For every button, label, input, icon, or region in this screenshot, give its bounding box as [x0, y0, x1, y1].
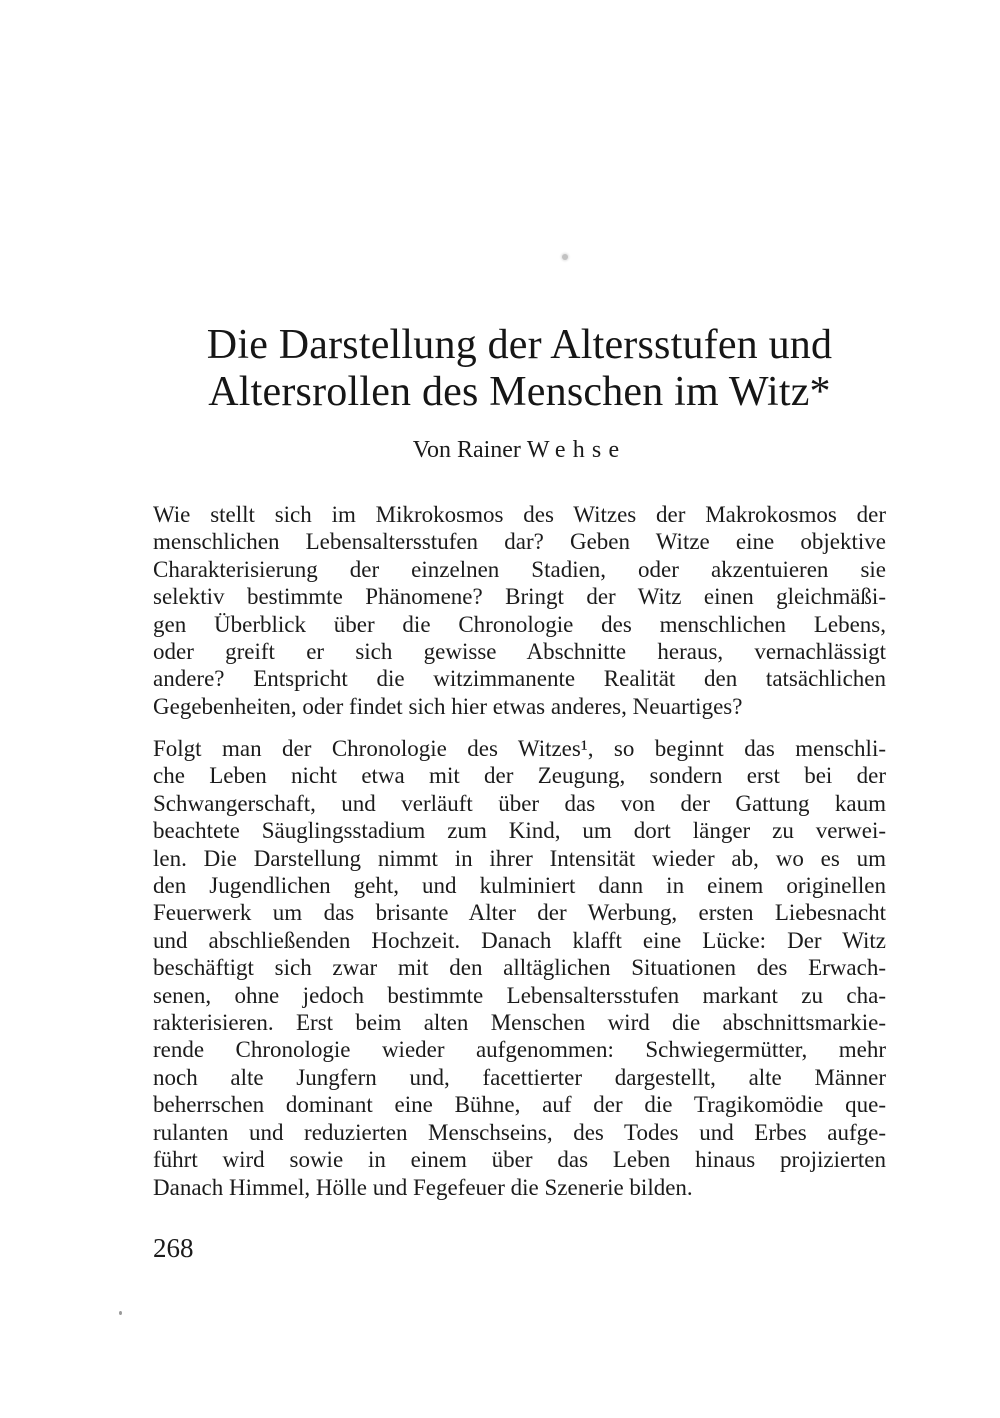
page-number: 268 [153, 1233, 194, 1263]
text-line: Danach Himmel, Hölle und Fegefeuer die Szenerie bilden. [153, 1174, 693, 1200]
text-line: rende Chronologie wieder aufgenommen: Schwiegermütter, mehr [153, 1037, 886, 1063]
text-line: senen, ohne jedoch bestimmte Lebensaltersstufen markant zu cha- [153, 982, 886, 1008]
text-line: rakterisieren. Erst beim alten Menschen wird die abschnittsmarkie- [153, 1010, 886, 1036]
text-line: beachtete Säuglingsstadium zum Kind, um dort länger zu verwei- [153, 818, 886, 844]
text-line: und abschließenden Hochzeit. Danach klafft eine Lücke: Der Witz [153, 927, 886, 953]
text-line: Schwangerschaft, und verläuft über das von der Gattung kaum [153, 790, 886, 816]
text-line: beherrschen dominant eine Bühne, auf der die Tragikomödie que- [153, 1092, 886, 1118]
scan-noise-speck [119, 1311, 122, 1315]
paragraph-1 [153, 501, 886, 720]
text-line: len. Die Darstellung nimmt in ihrer Intensität wieder ab, wo es um [153, 845, 886, 871]
article-title-line-2: Altersrollen des Menschen im Witz* [208, 369, 831, 415]
text-line: Gegebenheiten, oder findet sich hier etwas anderes, Neuartiges? [153, 693, 743, 719]
text-line: oder greift er sich gewisse Abschnitte heraus, vernachlässigt [153, 639, 886, 665]
text-line: selektiv bestimmte Phänomene? Bringt der Witz einen gleichmäßi- [153, 584, 886, 610]
text-line: gen Überblick über die Chronologie des menschlichen Lebens, [153, 611, 886, 637]
text-line: noch alte Jungfern und, facettierter dargestellt, alte Männer [153, 1064, 886, 1090]
byline-prefix: Von Rainer [412, 437, 527, 463]
text-line: menschlichen Lebensaltersstufen dar? Geben Witze eine objektive [153, 529, 886, 555]
text-line: che Leben nicht etwa mit der Zeugung, sondern erst bei der [153, 763, 886, 789]
text-line: beschäftigt sich zwar mit den alltäglichen Situationen des Erwach- [153, 955, 886, 981]
author-name: Wehse [526, 437, 627, 463]
text-line: rulanten und reduzierten Menschseins, des Todes und Erbes aufge- [153, 1119, 886, 1145]
paragraph-2 [153, 735, 886, 1201]
article-title [153, 322, 886, 416]
text-line: führt wird sowie in einem über das Leben hinaus projizierten [153, 1147, 886, 1173]
text-line: den Jugendlichen geht, und kulminiert dann in einem originellen [153, 873, 886, 899]
text-line: Feuerwerk um das brisante Alter der Werbung, ersten Liebesnacht [153, 900, 886, 926]
author-byline [153, 437, 886, 464]
text-line: Charakterisierung der einzelnen Stadien, oder akzentuieren sie [153, 556, 886, 582]
article-title-line-1: Die Darstellung der Altersstufen und [206, 322, 833, 368]
text-line: Wie stellt sich im Mikrokosmos des Witzes der Makrokosmos der [153, 502, 886, 527]
text-block [153, 0, 886, 1418]
text-line: Folgt man der Chronologie des Witzes¹, so beginnt das menschli- [153, 736, 886, 761]
text-line: andere? Entspricht die witzimmanente Realität den tatsächlichen [153, 666, 886, 692]
